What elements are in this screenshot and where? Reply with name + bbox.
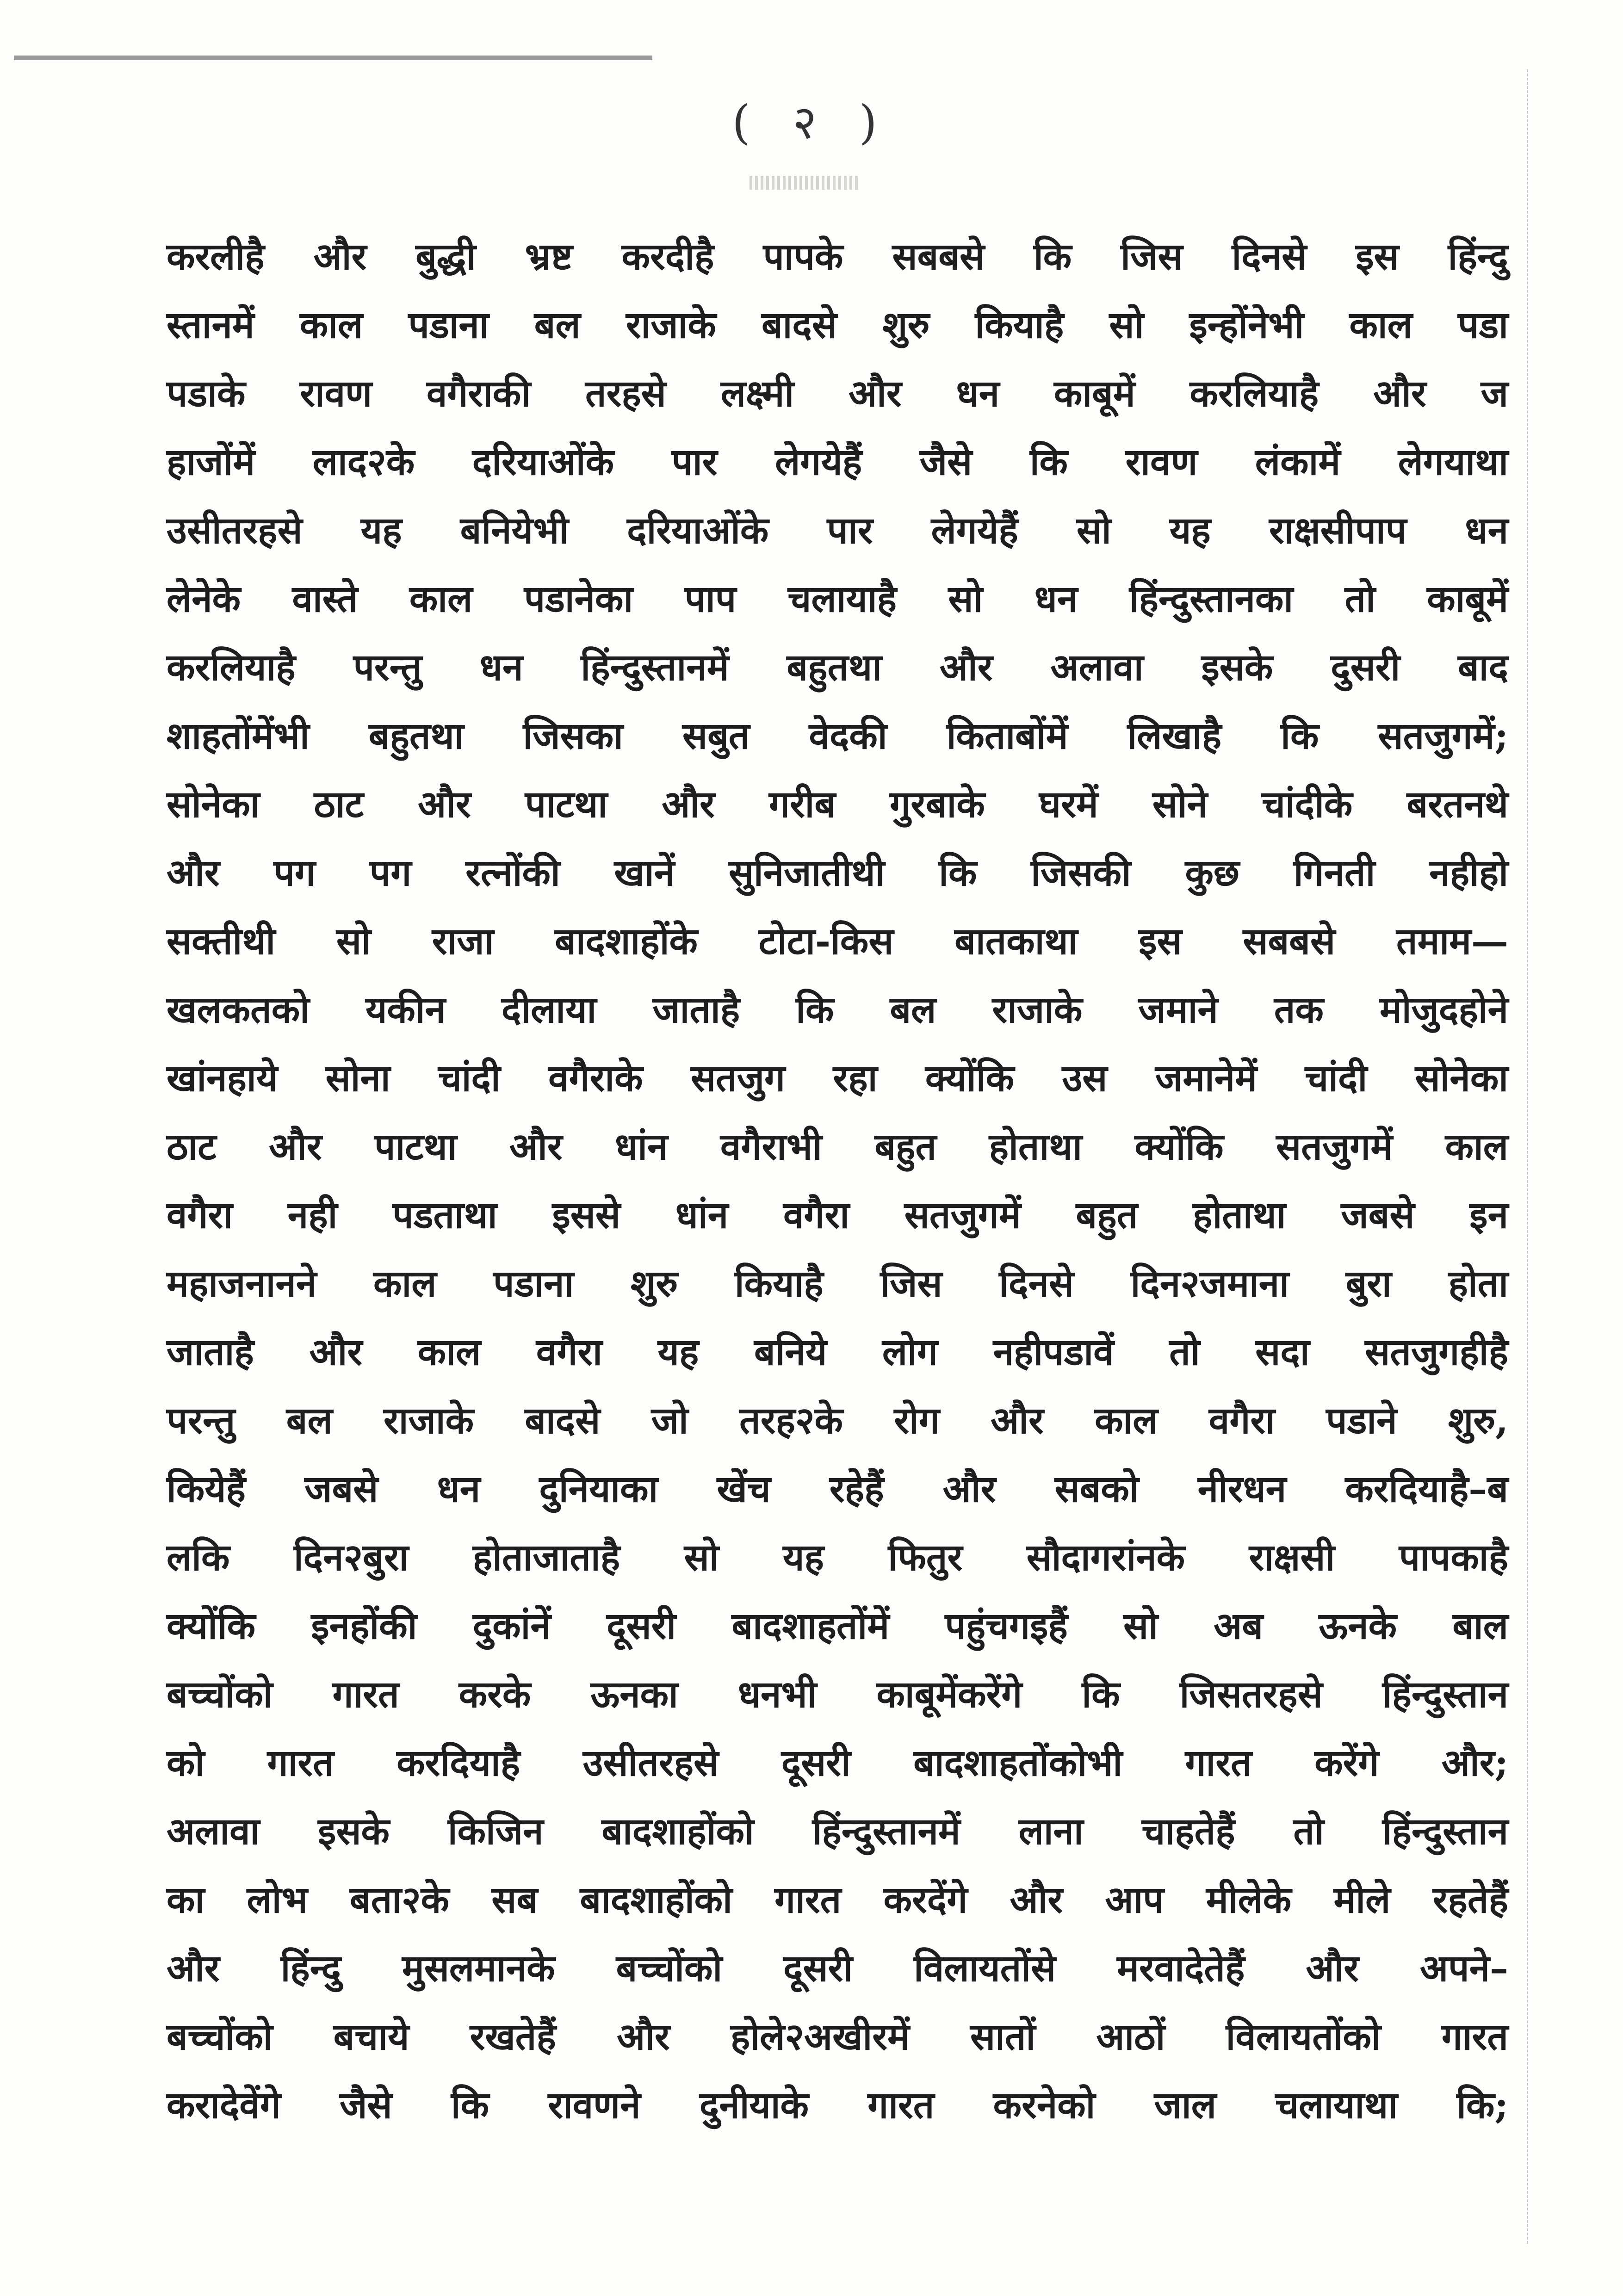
text-line: और हिंन्दु मुसलमानके बच्चोंको दूसरी विलायतोंसे मरवादेतेहैं और अपने– xyxy=(167,1946,1508,1990)
body-text xyxy=(167,222,1508,2139)
text-line: बच्चोंको बचाये रखतेहैं और होले२अखीरमें सातों आठों विलायतोंको गारत xyxy=(167,2015,1508,2058)
text-line: सक्तीथी सो राजा बादशाहोंके टोटा-किस बातकाथा इस सबबसे तमाम— xyxy=(167,919,1508,963)
text-line: खलकतको यकीन दीलाया जाताहै कि बल राजाके जमाने तक मोजुदहोने xyxy=(167,988,1508,1031)
top-border-rule xyxy=(14,56,652,60)
text-line: शाहतोंमेंभी बहुतथा जिसका सबुत वेदकी किताबोंमें लिखाहै कि सतजुगमें; xyxy=(167,714,1508,757)
text-line: जाताहै और काल वगैरा यह बनिये लोग नहीपडावें तो सदा सतजुगहीहै xyxy=(167,1330,1508,1374)
text-line: को गारत करदियाहै उसीतरहसे दूसरी बादशाहतोंकोभी गारत करेंगे और; xyxy=(167,1741,1508,1784)
text-line: उसीतरहसे यह बनियेभी दरियाओंके पार लेगयेहैं सो यह राक्षसीपाप धन xyxy=(167,508,1508,552)
text-line: और पग पग रत्नोंकी खानें सुनिजातीथी कि जिसकी कुछ गिनती नहीहो xyxy=(167,851,1508,894)
text-line: क्योंकि इनहोंकी दुकांनें दूसरी बादशाहतोंमें पहुंचगइहैं सो अब ऊनके बाल xyxy=(167,1604,1508,1647)
text-line: लकि दिन२बुरा होताजाताहै सो यह फितुर सौदागरांनके राक्षसी पापकाहै xyxy=(167,1535,1508,1579)
text-line: करलियाहै परन्तु धन हिंन्दुस्तानमें बहुतथा और अलावा इसके दुसरी बाद xyxy=(167,645,1508,689)
ink-smudge xyxy=(750,176,861,190)
text-line: करलीहै और बुद्धी भ्रष्ट करदीहै पापके सबबसे कि जिस दिनसे इस हिंन्दु xyxy=(167,235,1508,278)
text-line: पडाके रावण वगैराकी तरहसे लक्ष्मी और धन काबूमें करलियाहै और ज xyxy=(167,371,1508,415)
text-line: हाजोंमें लाद२के दरियाओंके पार लेगयेहैं जैसे कि रावण लंकामें लेगयाथा xyxy=(167,440,1508,483)
text-line: परन्तु बल राजाके बादसे जो तरह२के रोग और काल वगैरा पडाने शुरु, xyxy=(167,1399,1508,1442)
text-line: लेनेके वास्ते काल पडानेका पाप चलायाहै सो धन हिंन्दुस्तानका तो काबूमें xyxy=(167,577,1508,620)
text-line: खांनहाये सोना चांदी वगैराके सतजुग रहा क्योंकि उस जमानेमें चांदी सोनेका xyxy=(167,1056,1508,1100)
text-line: ठाट और पाटथा और धांन वगैराभी बहुत होताथा क्योंकि सतजुगमें काल xyxy=(167,1125,1508,1168)
text-line: स्तानमें काल पडाना बल राजाके बादसे शुरु कियाहै सो इन्होंनेभी काल पडा xyxy=(167,303,1508,347)
page-number: ( २ ) xyxy=(732,95,891,149)
text-line: का लोभ बता२के सब बादशाहोंको गारत करदेंगे और आप मीलेके मीले रहतेहैं xyxy=(167,1878,1508,1921)
text-line: महाजनानने काल पडाना शुरु कियाहै जिस दिनसे दिन२जमाना बुरा होता xyxy=(167,1262,1508,1305)
text-line: अलावा इसके किजिन बादशाहोंको हिंन्दुस्तानमें लाना चाहतेहैं तो हिंन्दुस्तान xyxy=(167,1809,1508,1853)
text-line: बच्चोंको गारत करके ऊनका धनभी काबूमेंकरेंगे कि जिसतरहसे हिंन्दुस्तान xyxy=(167,1672,1508,1716)
text-line: सोनेका ठाट और पाटथा और गरीब गुरबाके घरमें सोने चांदीके बरतनथे xyxy=(167,782,1508,826)
text-line: करादेवेंगे जैसे कि रावणने दुनीयाके गारत करनेको जाल चलायाथा कि; xyxy=(167,2083,1508,2127)
text-line: वगैरा नही पडताथा इससे धांन वगैरा सतजुगमें बहुत होताथा जबसे इन xyxy=(167,1193,1508,1237)
text-line: कियेहैं जबसे धन दुनियाका खेंच रहेहैं और सबको नीरधन करदियाहै–ब xyxy=(167,1467,1508,1510)
page-edge-line xyxy=(1527,69,1528,2244)
